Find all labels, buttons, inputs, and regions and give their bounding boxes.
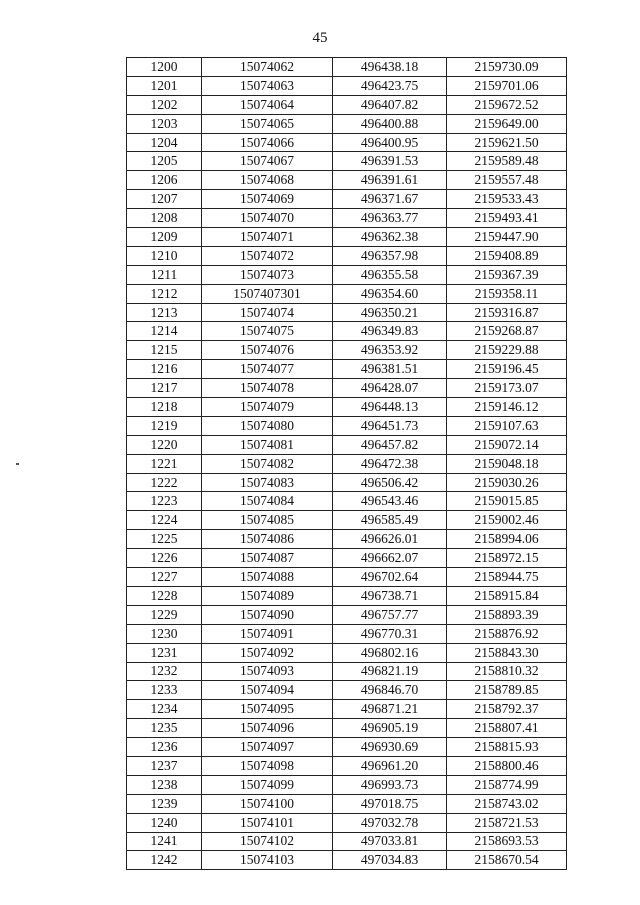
x-coordinate-cell: 496451.73 bbox=[333, 416, 447, 435]
table-row bbox=[127, 492, 567, 511]
x-coordinate-cell: 496802.16 bbox=[333, 643, 447, 662]
y-coordinate-cell: 2158843.30 bbox=[447, 643, 567, 662]
point-id-cell: 15074073 bbox=[202, 265, 333, 284]
point-number-cell: 1215 bbox=[127, 341, 202, 360]
y-coordinate-cell: 2159533.43 bbox=[447, 190, 567, 209]
table-row bbox=[127, 794, 567, 813]
point-id-cell: 15074093 bbox=[202, 662, 333, 681]
point-number-cell: 1223 bbox=[127, 492, 202, 511]
y-coordinate-cell: 2159072.14 bbox=[447, 435, 567, 454]
point-id-cell: 15074101 bbox=[202, 813, 333, 832]
table-row bbox=[127, 662, 567, 681]
point-id-cell: 15074084 bbox=[202, 492, 333, 511]
point-id-cell: 15074065 bbox=[202, 114, 333, 133]
table-row bbox=[127, 756, 567, 775]
x-coordinate-cell: 496423.75 bbox=[333, 76, 447, 95]
y-coordinate-cell: 2159672.52 bbox=[447, 95, 567, 114]
x-coordinate-cell: 496363.77 bbox=[333, 209, 447, 228]
table-row bbox=[127, 719, 567, 738]
point-id-cell: 15074068 bbox=[202, 171, 333, 190]
point-id-cell: 15074090 bbox=[202, 605, 333, 624]
table-row bbox=[127, 473, 567, 492]
point-number-cell: 1202 bbox=[127, 95, 202, 114]
y-coordinate-cell: 2159367.39 bbox=[447, 265, 567, 284]
y-coordinate-cell: 2159493.41 bbox=[447, 209, 567, 228]
point-number-cell: 1216 bbox=[127, 360, 202, 379]
table-row bbox=[127, 322, 567, 341]
table-row bbox=[127, 303, 567, 322]
page-number: 45 bbox=[312, 30, 328, 46]
table-row bbox=[127, 681, 567, 700]
point-number-cell: 1234 bbox=[127, 700, 202, 719]
x-coordinate-cell: 497018.75 bbox=[333, 794, 447, 813]
y-coordinate-cell: 2158972.15 bbox=[447, 549, 567, 568]
x-coordinate-cell: 496391.61 bbox=[333, 171, 447, 190]
table-row bbox=[127, 76, 567, 95]
x-coordinate-cell: 497032.78 bbox=[333, 813, 447, 832]
point-id-cell: 15074066 bbox=[202, 133, 333, 152]
point-number-cell: 1226 bbox=[127, 549, 202, 568]
point-number-cell: 1228 bbox=[127, 586, 202, 605]
table-row bbox=[127, 379, 567, 398]
table-row bbox=[127, 341, 567, 360]
table-row bbox=[127, 284, 567, 303]
x-coordinate-cell: 496400.95 bbox=[333, 133, 447, 152]
y-coordinate-cell: 2159557.48 bbox=[447, 171, 567, 190]
point-number-cell: 1201 bbox=[127, 76, 202, 95]
point-id-cell: 15074099 bbox=[202, 775, 333, 794]
x-coordinate-cell: 496757.77 bbox=[333, 605, 447, 624]
point-number-cell: 1235 bbox=[127, 719, 202, 738]
point-number-cell: 1211 bbox=[127, 265, 202, 284]
table-row bbox=[127, 246, 567, 265]
point-number-cell: 1221 bbox=[127, 454, 202, 473]
point-id-cell: 15074062 bbox=[202, 58, 333, 77]
y-coordinate-cell: 2158743.02 bbox=[447, 794, 567, 813]
table-row bbox=[127, 775, 567, 794]
point-number-cell: 1232 bbox=[127, 662, 202, 681]
x-coordinate-cell: 496662.07 bbox=[333, 549, 447, 568]
point-id-cell: 15074089 bbox=[202, 586, 333, 605]
point-id-cell: 15074083 bbox=[202, 473, 333, 492]
y-coordinate-cell: 2158994.06 bbox=[447, 530, 567, 549]
point-id-cell: 15074095 bbox=[202, 700, 333, 719]
point-number-cell: 1224 bbox=[127, 511, 202, 530]
y-coordinate-cell: 2158915.84 bbox=[447, 586, 567, 605]
x-coordinate-cell: 496472.38 bbox=[333, 454, 447, 473]
point-number-cell: 1231 bbox=[127, 643, 202, 662]
y-coordinate-cell: 2159730.09 bbox=[447, 58, 567, 77]
table-row bbox=[127, 738, 567, 757]
y-coordinate-cell: 2159146.12 bbox=[447, 398, 567, 417]
y-coordinate-cell: 2158815.93 bbox=[447, 738, 567, 757]
table-row bbox=[127, 133, 567, 152]
table-row bbox=[127, 624, 567, 643]
y-coordinate-cell: 2158810.32 bbox=[447, 662, 567, 681]
y-coordinate-cell: 2159621.50 bbox=[447, 133, 567, 152]
x-coordinate-cell: 496702.64 bbox=[333, 568, 447, 587]
point-id-cell: 15074080 bbox=[202, 416, 333, 435]
point-id-cell: 15074082 bbox=[202, 454, 333, 473]
point-id-cell: 15074078 bbox=[202, 379, 333, 398]
point-id-cell: 15074070 bbox=[202, 209, 333, 228]
point-number-cell: 1207 bbox=[127, 190, 202, 209]
point-id-cell: 15074103 bbox=[202, 851, 333, 870]
point-id-cell: 15074075 bbox=[202, 322, 333, 341]
x-coordinate-cell: 496357.98 bbox=[333, 246, 447, 265]
table-row bbox=[127, 643, 567, 662]
x-coordinate-cell: 496407.82 bbox=[333, 95, 447, 114]
table-row bbox=[127, 114, 567, 133]
table-row bbox=[127, 435, 567, 454]
point-id-cell: 15074098 bbox=[202, 756, 333, 775]
point-id-cell: 15074081 bbox=[202, 435, 333, 454]
point-number-cell: 1237 bbox=[127, 756, 202, 775]
point-number-cell: 1218 bbox=[127, 398, 202, 417]
x-coordinate-cell: 496400.88 bbox=[333, 114, 447, 133]
table-row bbox=[127, 511, 567, 530]
point-id-cell: 15074071 bbox=[202, 228, 333, 247]
x-coordinate-cell: 496543.46 bbox=[333, 492, 447, 511]
x-coordinate-cell: 496371.67 bbox=[333, 190, 447, 209]
point-id-cell: 15074097 bbox=[202, 738, 333, 757]
point-number-cell: 1203 bbox=[127, 114, 202, 133]
y-coordinate-cell: 2158944.75 bbox=[447, 568, 567, 587]
x-coordinate-cell: 496585.49 bbox=[333, 511, 447, 530]
y-coordinate-cell: 2159030.26 bbox=[447, 473, 567, 492]
x-coordinate-cell: 496905.19 bbox=[333, 719, 447, 738]
y-coordinate-cell: 2159229.88 bbox=[447, 341, 567, 360]
table-row bbox=[127, 171, 567, 190]
y-coordinate-cell: 2158876.92 bbox=[447, 624, 567, 643]
table-row bbox=[127, 605, 567, 624]
x-coordinate-cell: 496349.83 bbox=[333, 322, 447, 341]
x-coordinate-cell: 496993.73 bbox=[333, 775, 447, 794]
point-id-cell: 15074085 bbox=[202, 511, 333, 530]
y-coordinate-cell: 2159107.63 bbox=[447, 416, 567, 435]
y-coordinate-cell: 2159196.45 bbox=[447, 360, 567, 379]
point-id-cell: 15074067 bbox=[202, 152, 333, 171]
point-number-cell: 1233 bbox=[127, 681, 202, 700]
x-coordinate-cell: 496930.69 bbox=[333, 738, 447, 757]
y-coordinate-cell: 2159002.46 bbox=[447, 511, 567, 530]
x-coordinate-cell: 496428.07 bbox=[333, 379, 447, 398]
table-row bbox=[127, 398, 567, 417]
point-id-cell: 15074091 bbox=[202, 624, 333, 643]
y-coordinate-cell: 2159015.85 bbox=[447, 492, 567, 511]
x-coordinate-cell: 496353.92 bbox=[333, 341, 447, 360]
y-coordinate-cell: 2159316.87 bbox=[447, 303, 567, 322]
point-id-cell: 15074079 bbox=[202, 398, 333, 417]
table-row bbox=[127, 549, 567, 568]
table-row bbox=[127, 265, 567, 284]
y-coordinate-cell: 2158789.85 bbox=[447, 681, 567, 700]
table-row bbox=[127, 530, 567, 549]
point-id-cell: 15074074 bbox=[202, 303, 333, 322]
point-number-cell: 1229 bbox=[127, 605, 202, 624]
x-coordinate-cell: 496355.58 bbox=[333, 265, 447, 284]
point-id-cell: 15074087 bbox=[202, 549, 333, 568]
x-coordinate-cell: 496961.20 bbox=[333, 756, 447, 775]
y-coordinate-cell: 2158800.46 bbox=[447, 756, 567, 775]
y-coordinate-cell: 2159173.07 bbox=[447, 379, 567, 398]
point-number-cell: 1217 bbox=[127, 379, 202, 398]
table-row bbox=[127, 454, 567, 473]
x-coordinate-cell: 496846.70 bbox=[333, 681, 447, 700]
x-coordinate-cell: 496626.01 bbox=[333, 530, 447, 549]
y-coordinate-cell: 2159408.89 bbox=[447, 246, 567, 265]
point-number-cell: 1212 bbox=[127, 284, 202, 303]
table-row bbox=[127, 851, 567, 870]
point-number-cell: 1220 bbox=[127, 435, 202, 454]
point-number-cell: 1200 bbox=[127, 58, 202, 77]
point-id-cell: 15074063 bbox=[202, 76, 333, 95]
x-coordinate-cell: 496354.60 bbox=[333, 284, 447, 303]
y-coordinate-cell: 2159358.11 bbox=[447, 284, 567, 303]
x-coordinate-cell: 496391.53 bbox=[333, 152, 447, 171]
point-id-cell: 15074069 bbox=[202, 190, 333, 209]
point-number-cell: 1210 bbox=[127, 246, 202, 265]
point-number-cell: 1236 bbox=[127, 738, 202, 757]
y-coordinate-cell: 2158670.54 bbox=[447, 851, 567, 870]
point-id-cell: 15074100 bbox=[202, 794, 333, 813]
y-coordinate-cell: 2159048.18 bbox=[447, 454, 567, 473]
point-number-cell: 1209 bbox=[127, 228, 202, 247]
table-row bbox=[127, 416, 567, 435]
y-coordinate-cell: 2158893.39 bbox=[447, 605, 567, 624]
point-number-cell: 1227 bbox=[127, 568, 202, 587]
x-coordinate-cell: 496438.18 bbox=[333, 58, 447, 77]
x-coordinate-cell: 496871.21 bbox=[333, 700, 447, 719]
point-number-cell: 1214 bbox=[127, 322, 202, 341]
y-coordinate-cell: 2159649.00 bbox=[447, 114, 567, 133]
x-coordinate-cell: 497034.83 bbox=[333, 851, 447, 870]
point-number-cell: 1213 bbox=[127, 303, 202, 322]
x-coordinate-cell: 496457.82 bbox=[333, 435, 447, 454]
point-number-cell: 1241 bbox=[127, 832, 202, 851]
y-coordinate-cell: 2159701.06 bbox=[447, 76, 567, 95]
x-coordinate-cell: 496448.13 bbox=[333, 398, 447, 417]
point-number-cell: 1219 bbox=[127, 416, 202, 435]
point-id-cell: 1507407301 bbox=[202, 284, 333, 303]
x-coordinate-cell: 496770.31 bbox=[333, 624, 447, 643]
point-id-cell: 15074072 bbox=[202, 246, 333, 265]
y-coordinate-cell: 2158774.99 bbox=[447, 775, 567, 794]
point-id-cell: 15074076 bbox=[202, 341, 333, 360]
point-number-cell: 1242 bbox=[127, 851, 202, 870]
point-number-cell: 1204 bbox=[127, 133, 202, 152]
y-coordinate-cell: 2158807.41 bbox=[447, 719, 567, 738]
x-coordinate-cell: 497033.81 bbox=[333, 832, 447, 851]
table-row bbox=[127, 152, 567, 171]
point-number-cell: 1240 bbox=[127, 813, 202, 832]
point-number-cell: 1238 bbox=[127, 775, 202, 794]
y-coordinate-cell: 2159268.87 bbox=[447, 322, 567, 341]
x-coordinate-cell: 496381.51 bbox=[333, 360, 447, 379]
y-coordinate-cell: 2159589.48 bbox=[447, 152, 567, 171]
point-number-cell: 1205 bbox=[127, 152, 202, 171]
point-number-cell: 1230 bbox=[127, 624, 202, 643]
point-id-cell: 15074064 bbox=[202, 95, 333, 114]
point-id-cell: 15074096 bbox=[202, 719, 333, 738]
point-id-cell: 15074102 bbox=[202, 832, 333, 851]
table-row bbox=[127, 190, 567, 209]
point-id-cell: 15074094 bbox=[202, 681, 333, 700]
table-row bbox=[127, 58, 567, 77]
scan-speck bbox=[16, 463, 19, 465]
table-row bbox=[127, 95, 567, 114]
x-coordinate-cell: 496821.19 bbox=[333, 662, 447, 681]
x-coordinate-cell: 496506.42 bbox=[333, 473, 447, 492]
point-number-cell: 1222 bbox=[127, 473, 202, 492]
coordinates-table bbox=[126, 57, 567, 870]
table-row bbox=[127, 209, 567, 228]
x-coordinate-cell: 496362.38 bbox=[333, 228, 447, 247]
table-row bbox=[127, 360, 567, 379]
y-coordinate-cell: 2158792.37 bbox=[447, 700, 567, 719]
point-id-cell: 15074086 bbox=[202, 530, 333, 549]
y-coordinate-cell: 2159447.90 bbox=[447, 228, 567, 247]
table-row bbox=[127, 228, 567, 247]
table-row bbox=[127, 813, 567, 832]
x-coordinate-cell: 496738.71 bbox=[333, 586, 447, 605]
point-id-cell: 15074077 bbox=[202, 360, 333, 379]
coordinates-table-body bbox=[127, 58, 567, 870]
y-coordinate-cell: 2158721.53 bbox=[447, 813, 567, 832]
point-number-cell: 1208 bbox=[127, 209, 202, 228]
point-id-cell: 15074092 bbox=[202, 643, 333, 662]
point-number-cell: 1206 bbox=[127, 171, 202, 190]
point-number-cell: 1225 bbox=[127, 530, 202, 549]
y-coordinate-cell: 2158693.53 bbox=[447, 832, 567, 851]
table-row bbox=[127, 832, 567, 851]
point-id-cell: 15074088 bbox=[202, 568, 333, 587]
point-number-cell: 1239 bbox=[127, 794, 202, 813]
x-coordinate-cell: 496350.21 bbox=[333, 303, 447, 322]
table-row bbox=[127, 700, 567, 719]
table-row bbox=[127, 586, 567, 605]
table-row bbox=[127, 568, 567, 587]
